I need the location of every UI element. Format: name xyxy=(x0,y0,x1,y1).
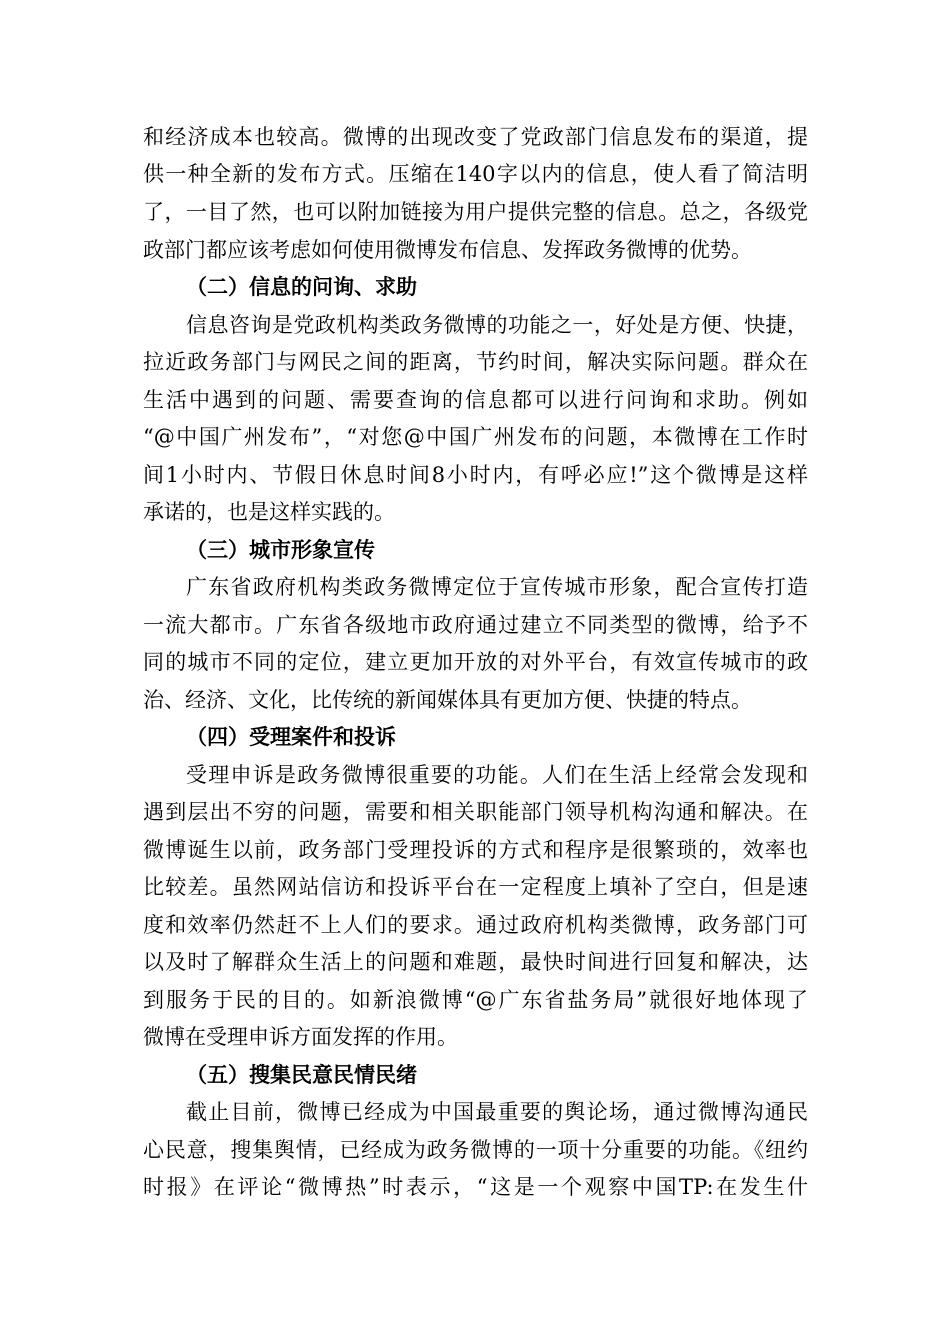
paragraph-line: 信息咨询是党政机构类政务微博的功能之一，好处是方便、快捷， xyxy=(186,313,808,337)
section-heading-2: （二）信息的问询、求助 xyxy=(186,275,417,299)
paragraph-line: 时报》在评论“微博热”时表示，“这是一个观察中国TP:在发生什 xyxy=(143,1175,808,1199)
paragraph-line: 受理申诉是政务微博很重要的功能。人们在生活上经常会发现和 xyxy=(186,763,808,787)
paragraph-line: 微博在受理申诉方面发挥的作用。 xyxy=(143,1025,458,1049)
paragraph-line: 截止目前，微博已经成为中国最重要的舆论场，通过微博沟通民 xyxy=(186,1100,808,1124)
paragraph-line: 遇到层出不穷的问题，需要和相关职能部门领导机构沟通和解决。在 xyxy=(143,800,808,824)
paragraph-line: 心民意，搜集舆情，已经成为政务微博的一项十分重要的功能。《纽约 xyxy=(143,1138,808,1162)
paragraph-line: 比较差。虽然网站信访和投诉平台在一定程度上填补了空白，但是速 xyxy=(143,875,808,899)
paragraph-line: 到服务于民的目的。如新浪微博“@广东省盐务局”就很好地体现了 xyxy=(143,988,808,1012)
paragraph-line: 一流大都市。广东省各级地市政府通过建立不同类型的微博，给予不 xyxy=(143,613,808,637)
paragraph-line: 政部门都应该考虑如何使用微博发布信息、发挥政务微博的优势。 xyxy=(143,238,752,262)
paragraph-line: 承诺的，也是这样实践的。 xyxy=(143,500,395,524)
section-heading-3: （三）城市形象宣传 xyxy=(186,538,375,562)
paragraph-line: 和经济成本也较高。微博的出现改变了党政部门信息发布的渠道，提 xyxy=(143,125,808,149)
paragraph-line: 度和效率仍然赶不上人们的要求。通过政府机构类微博，政务部门可 xyxy=(143,913,808,937)
paragraph-line: 治、经济、文化，比传统的新闻媒体具有更加方便、快捷的特点。 xyxy=(143,688,752,712)
paragraph-line: 拉近政务部门与网民之间的距离，节约时间，解决实际问题。群众在 xyxy=(143,350,808,374)
paragraph-line: “@中国广州发布”，“对您@中国广州发布的问题，本微博在工作时 xyxy=(143,425,808,449)
section-heading-5: （五）搜集民意民情民绪 xyxy=(186,1063,417,1087)
section-heading-4: （四）受理案件和投诉 xyxy=(186,725,396,749)
paragraph-line: 以及时了解群众生活上的问题和难题，最快时间进行回复和解决，达 xyxy=(143,950,808,974)
paragraph-line: 广东省政府机构类政务微博定位于宣传城市形象，配合宣传打造 xyxy=(186,575,808,599)
paragraph-line: 间1小时内、节假日休息时间8小时内，有呼必应!”这个微博是这样 xyxy=(143,463,808,487)
paragraph-line: 了，一目了然，也可以附加链接为用户提供完整的信息。总之，各级党 xyxy=(143,200,808,224)
paragraph-line: 微博诞生以前，政务部门受理投诉的方式和程序是很繁琐的，效率也 xyxy=(143,838,808,862)
paragraph-line: 同的城市不同的定位，建立更加开放的对外平台，有效宣传城市的政 xyxy=(143,650,808,674)
paragraph-line: 供一种全新的发布方式。压缩在140字以内的信息，使人看了简洁明 xyxy=(143,162,808,186)
paragraph-line: 生活中遇到的问题、需要查询的信息都可以进行问询和求助。例如 xyxy=(143,388,808,412)
